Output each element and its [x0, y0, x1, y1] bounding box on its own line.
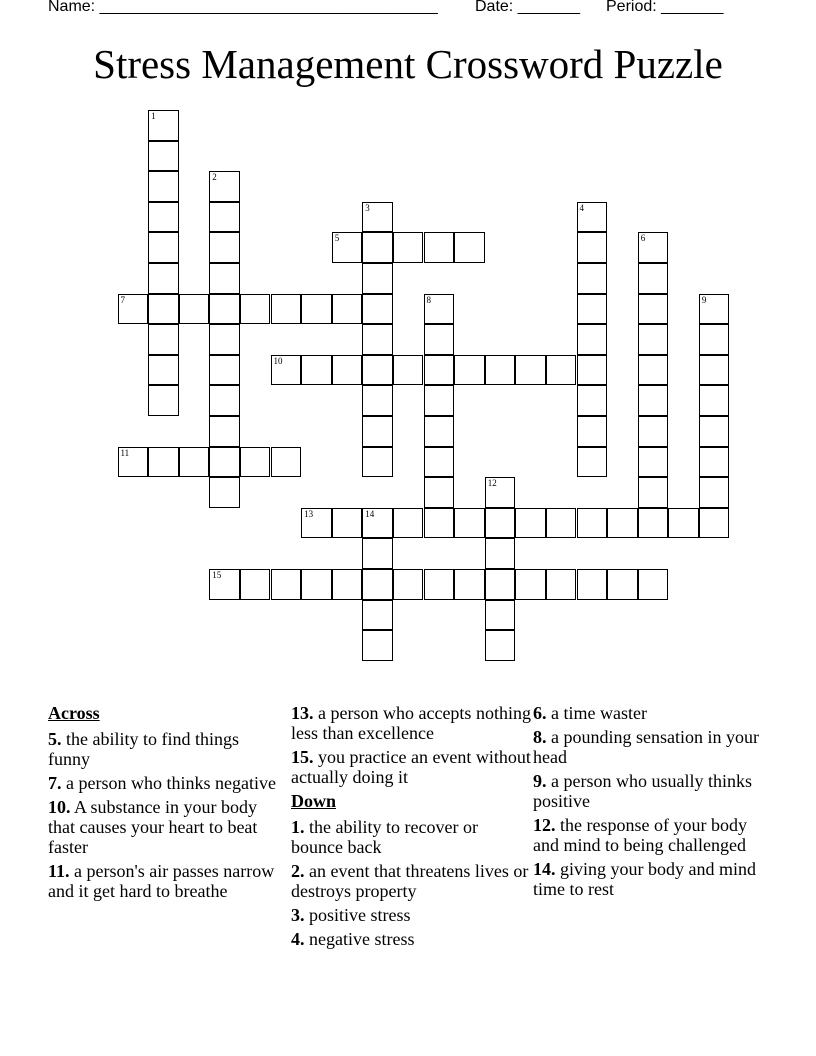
- grid-cell[interactable]: [424, 324, 455, 355]
- grid-cell[interactable]: [301, 569, 332, 600]
- grid-cell[interactable]: [424, 232, 455, 263]
- grid-cell[interactable]: [209, 294, 240, 325]
- clues-column-1: [48, 703, 283, 905]
- grid-cell[interactable]: [485, 538, 516, 569]
- grid-cell[interactable]: [699, 477, 730, 508]
- grid-cell[interactable]: [148, 263, 179, 294]
- grid-cell[interactable]: [301, 355, 332, 386]
- clue-text: negative stress: [304, 929, 415, 949]
- clue-text: a pounding sensation in your head: [533, 727, 759, 767]
- grid-cell[interactable]: [607, 508, 638, 539]
- grid-cell[interactable]: [485, 477, 516, 508]
- clue-11: [48, 861, 283, 901]
- clue-number: 3.: [291, 905, 305, 925]
- grid-cell[interactable]: [424, 569, 455, 600]
- grid-cell[interactable]: [362, 538, 393, 569]
- clue-number-label: 8: [426, 294, 431, 305]
- grid-cell[interactable]: [638, 324, 669, 355]
- clue-number-label: 2: [212, 172, 217, 183]
- grid-cell[interactable]: [393, 569, 424, 600]
- grid-cell[interactable]: [240, 569, 271, 600]
- grid-cell[interactable]: [699, 447, 730, 478]
- clue-text: the ability to find things funny: [48, 729, 239, 769]
- grid-cell[interactable]: [332, 569, 363, 600]
- grid-cell[interactable]: [424, 477, 455, 508]
- grid-cell[interactable]: [271, 294, 302, 325]
- grid-cell[interactable]: [362, 324, 393, 355]
- grid-cell[interactable]: [362, 232, 393, 263]
- grid-cell[interactable]: [362, 385, 393, 416]
- grid-cell[interactable]: [424, 294, 455, 325]
- grid-cell[interactable]: [515, 508, 546, 539]
- grid-cell[interactable]: [301, 294, 332, 325]
- grid-cell[interactable]: [638, 569, 669, 600]
- grid-cell[interactable]: [362, 508, 393, 539]
- clue-number-label: 5: [334, 233, 340, 244]
- grid-cell[interactable]: [393, 355, 424, 386]
- grid-cell[interactable]: [362, 569, 393, 600]
- grid-cell[interactable]: [577, 324, 608, 355]
- grid-cell[interactable]: [424, 355, 455, 386]
- grid-cell[interactable]: [393, 232, 424, 263]
- grid-cell[interactable]: [577, 263, 608, 294]
- grid-cell[interactable]: [577, 202, 608, 233]
- grid-cell[interactable]: [577, 232, 608, 263]
- clue-number: 7.: [48, 773, 62, 793]
- clue-15: [291, 747, 531, 787]
- clue-number: 13.: [291, 703, 314, 723]
- clue-number: 9.: [533, 771, 547, 791]
- grid-cell[interactable]: [148, 355, 179, 386]
- period-field[interactable]: Period: _______: [606, 0, 724, 15]
- clue-number-label: 4: [579, 202, 584, 213]
- clue-number-label: 11: [120, 447, 130, 458]
- grid-cell[interactable]: [577, 294, 608, 325]
- grid-cell[interactable]: [424, 385, 455, 416]
- grid-cell[interactable]: [148, 202, 179, 233]
- grid-cell[interactable]: [332, 355, 363, 386]
- grid-cell[interactable]: [699, 416, 730, 447]
- down-clue-list-continued: [533, 703, 768, 899]
- grid-cell[interactable]: [209, 416, 240, 447]
- clue-number-label: 10: [273, 355, 283, 366]
- grid-cell[interactable]: [118, 294, 149, 325]
- grid-cell[interactable]: [546, 355, 577, 386]
- grid-cell[interactable]: [424, 508, 455, 539]
- clue-10: [48, 797, 283, 857]
- clue-14: [533, 859, 768, 899]
- clue-1: [291, 817, 531, 857]
- clue-number: 14.: [533, 859, 556, 879]
- grid-cell[interactable]: [240, 294, 271, 325]
- grid-cell[interactable]: [485, 600, 516, 631]
- clue-number: 15.: [291, 747, 314, 767]
- grid-cell[interactable]: [362, 447, 393, 478]
- grid-cell[interactable]: [454, 569, 485, 600]
- grid-cell[interactable]: [148, 171, 179, 202]
- clue-5: [48, 729, 283, 769]
- clues-column-3: [533, 703, 768, 903]
- grid-cell[interactable]: [148, 447, 179, 478]
- grid-cell[interactable]: [209, 202, 240, 233]
- clue-text: you practice an event without actually doing it: [291, 747, 531, 787]
- down-heading: Down: [291, 791, 337, 811]
- grid-cell[interactable]: [179, 447, 210, 478]
- grid-cell[interactable]: [148, 385, 179, 416]
- clue-number-label: 13: [304, 508, 314, 519]
- grid-cell[interactable]: [485, 630, 516, 661]
- grid-cell[interactable]: [546, 569, 577, 600]
- clue-number-label: 3: [365, 202, 370, 213]
- grid-cell[interactable]: [240, 447, 271, 478]
- grid-cell[interactable]: [362, 630, 393, 661]
- grid-cell[interactable]: [209, 447, 240, 478]
- grid-cell[interactable]: [454, 232, 485, 263]
- clue-7: [48, 773, 283, 793]
- clue-text: A substance in your body that causes your heart to beat faster: [48, 797, 258, 857]
- grid-cell[interactable]: [148, 141, 179, 172]
- grid-cell[interactable]: [209, 324, 240, 355]
- grid-cell[interactable]: [699, 324, 730, 355]
- grid-cell[interactable]: [638, 477, 669, 508]
- clue-number-label: 1: [151, 111, 156, 121]
- grid-cell[interactable]: [638, 232, 669, 263]
- grid-cell[interactable]: [148, 294, 179, 325]
- across-clue-list-continued: [291, 703, 531, 787]
- grid-cell[interactable]: [148, 232, 179, 263]
- grid-cell[interactable]: [332, 508, 363, 539]
- grid-cell[interactable]: [332, 294, 363, 325]
- date-field[interactable]: Date: _______: [475, 0, 580, 15]
- grid-cell[interactable]: [699, 355, 730, 386]
- grid-cell[interactable]: [362, 600, 393, 631]
- clue-number-label: 15: [212, 570, 222, 580]
- grid-cell[interactable]: [271, 447, 302, 478]
- grid-cell[interactable]: [638, 355, 669, 386]
- grid-cell[interactable]: [209, 263, 240, 294]
- clue-number: 2.: [291, 861, 305, 881]
- clue-text: the ability to recover or bounce back: [291, 817, 478, 857]
- grid-cell[interactable]: [271, 569, 302, 600]
- clue-text: a person who usually thinks positive: [533, 771, 752, 811]
- grid-cell[interactable]: [699, 385, 730, 416]
- grid-cell[interactable]: [454, 355, 485, 386]
- grid-cell[interactable]: [668, 508, 699, 539]
- clue-number: 6.: [533, 703, 547, 723]
- grid-cell[interactable]: [577, 355, 608, 386]
- grid-cell[interactable]: [148, 110, 179, 141]
- clue-8: [533, 727, 768, 767]
- clues-column-2: [291, 703, 531, 953]
- grid-cell[interactable]: [271, 355, 302, 386]
- clue-number: 10.: [48, 797, 71, 817]
- grid-cell[interactable]: [577, 385, 608, 416]
- clue-text: a person who thinks negative: [61, 773, 276, 793]
- clue-number-label: 12: [487, 478, 497, 489]
- grid-cell[interactable]: [362, 263, 393, 294]
- grid-cell[interactable]: [577, 416, 608, 447]
- clue-text: positive stress: [304, 905, 411, 925]
- grid-cell[interactable]: [485, 508, 516, 539]
- clue-number-label: 7: [120, 294, 125, 305]
- clue-number: 4.: [291, 929, 305, 949]
- grid-cell[interactable]: [424, 447, 455, 478]
- grid-cell[interactable]: [454, 508, 485, 539]
- grid-cell[interactable]: [638, 294, 669, 325]
- clue-text: a person who accepts nothing less than excellence: [291, 703, 531, 743]
- clue-4: [291, 929, 531, 949]
- clue-number: 11.: [48, 861, 70, 881]
- grid-cell[interactable]: [607, 569, 638, 600]
- grid-cell[interactable]: [577, 569, 608, 600]
- down-clue-list: [291, 817, 531, 949]
- clue-number-label: 6: [640, 233, 646, 244]
- grid-cell[interactable]: [699, 508, 730, 539]
- grid-cell[interactable]: [393, 508, 424, 539]
- grid-cell[interactable]: [332, 232, 363, 263]
- grid-cell[interactable]: [209, 385, 240, 416]
- grid-cell[interactable]: [638, 416, 669, 447]
- grid-cell[interactable]: [362, 294, 393, 325]
- clue-3: [291, 905, 531, 925]
- clue-text: an event that threatens lives or destroys property: [291, 861, 529, 901]
- clue-number-label: 14: [365, 508, 375, 519]
- grid-cell[interactable]: [209, 477, 240, 508]
- clue-text: the response of your body and mind to being challenged: [533, 815, 747, 855]
- grid-cell[interactable]: [546, 508, 577, 539]
- grid-cell[interactable]: [424, 416, 455, 447]
- grid-cell[interactable]: [362, 202, 393, 233]
- clue-number: 1.: [291, 817, 305, 837]
- clue-text: giving your body and mind time to rest: [533, 859, 756, 899]
- across-clue-list: [48, 729, 283, 901]
- grid-cell[interactable]: [209, 569, 240, 600]
- clue-number-label: 9: [701, 294, 707, 305]
- clue-12: [533, 815, 768, 855]
- grid-cell[interactable]: [638, 263, 669, 294]
- grid-cell[interactable]: [209, 232, 240, 263]
- grid-cell[interactable]: [638, 385, 669, 416]
- clue-13: [291, 703, 531, 743]
- clue-9: [533, 771, 768, 811]
- grid-cell[interactable]: [362, 355, 393, 386]
- name-field[interactable]: Name: ______________________________________: [48, 0, 438, 15]
- grid-cell[interactable]: [362, 416, 393, 447]
- clue-number: 8.: [533, 727, 547, 747]
- grid-cell[interactable]: [301, 508, 332, 539]
- page-title: Stress Management Crossword Puzzle: [93, 41, 723, 87]
- clue-text: a person's air passes narrow and it get hard to breathe: [48, 861, 275, 901]
- clue-text: a time waster: [546, 703, 647, 723]
- grid-cell[interactable]: [485, 569, 516, 600]
- clue-2: [291, 861, 531, 901]
- grid-cell[interactable]: [179, 294, 210, 325]
- grid-cell[interactable]: [577, 508, 608, 539]
- grid-cell[interactable]: [209, 171, 240, 202]
- grid-cell[interactable]: [638, 447, 669, 478]
- grid-cell[interactable]: [118, 447, 149, 478]
- clue-number: 5.: [48, 729, 62, 749]
- grid-cell[interactable]: [209, 355, 240, 386]
- grid-cell[interactable]: [148, 324, 179, 355]
- grid-cell[interactable]: [515, 569, 546, 600]
- across-heading: Across: [48, 703, 100, 723]
- grid-cell[interactable]: [699, 294, 730, 325]
- grid-cell[interactable]: [515, 355, 546, 386]
- grid-cell[interactable]: [638, 508, 669, 539]
- grid-cell[interactable]: [485, 355, 516, 386]
- grid-cell[interactable]: [577, 447, 608, 478]
- clue-6: [533, 703, 768, 723]
- clue-number: 12.: [533, 815, 556, 835]
